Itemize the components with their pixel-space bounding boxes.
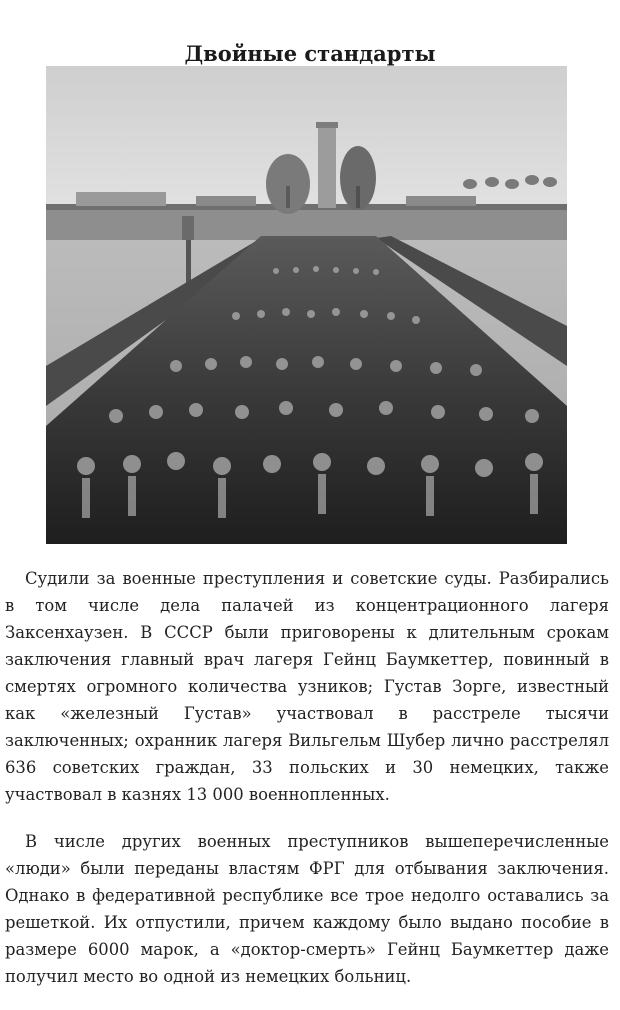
photo-crowd-procession	[46, 66, 567, 544]
article-paragraph-2: В числе других военных преступников вышеперечисленные «люди» были переданы властям ФРГ для отбывания заключения. Однако в федеративной республике все трое недолго оставались за решеткой. Их отпустили, причем каждому было выдано пособие в размере 6000 марок, а «доктор-смерть» Гейнц Баумкеттер даже получил место во одной из немецких больниц.	[5, 832, 609, 986]
photo-illustration	[46, 66, 567, 544]
page-title: Двойные стандарты	[184, 41, 436, 67]
article-paragraph-1: Судили за военные преступления и советские суды. Разбирались в том числе дела палачей из концентрационного лагеря Заксенхаузен. В СССР были приговорены к длительным срокам заключения главный врач лагеря Гейнц Баумкеттер, повинный в смертях огромного количества узников; Густав Зорге, известный как «железный Густав» участвовал в расстреле тысячи заключенных; охранник лагеря Вильгельм Шубер лично расстрелял 636 советских граждан, 33 польских и 30 немецких, также участвовал в казнях 13 000 военнопленных.	[5, 569, 609, 804]
article-body	[5, 565, 609, 1010]
